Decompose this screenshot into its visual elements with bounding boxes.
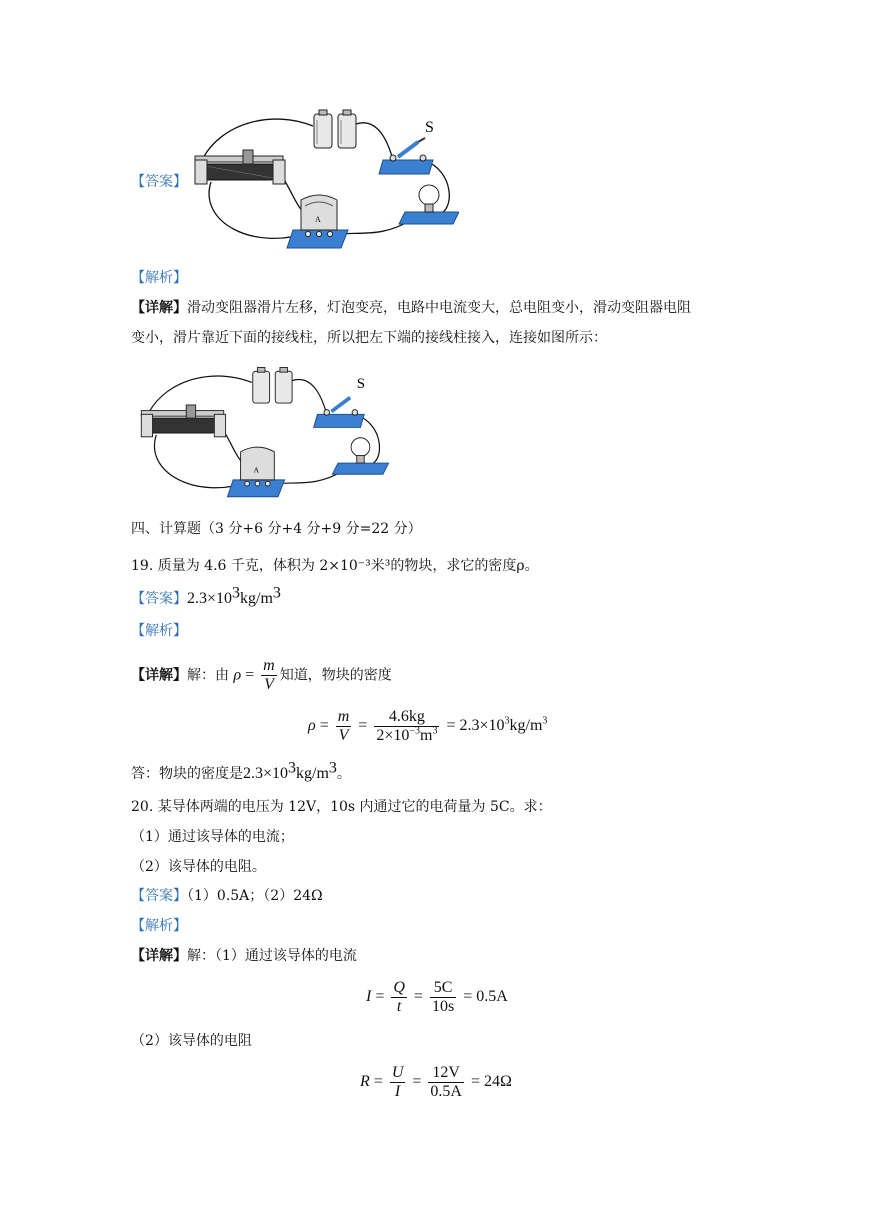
- ammeter-label: A: [315, 215, 321, 224]
- circuit-diagram-explanation: [131, 360, 397, 508]
- switch: [379, 119, 434, 174]
- sliding-rheostat: [141, 405, 225, 437]
- q20-part1: （1）通过该导体的电流；: [131, 829, 294, 845]
- battery-2: [338, 110, 356, 148]
- section-heading: 四、计算题（3 分+6 分+4 分+9 分=22 分）: [131, 521, 422, 537]
- q19-formula: ρ = $\frac{m}{V}$ = $\frac{4.6kg}{2\times 10^{-3}m^3}$ = $2.3\times 10^3kg/m^3$: [308, 707, 548, 744]
- q19-answer-value: 2.3×10: [187, 590, 233, 607]
- q19-answer-line: 【答案】$2.3\times 10^3kg/m^3$: [131, 584, 281, 607]
- circuit-figure-1: [193, 102, 459, 260]
- light-bulb: [332, 438, 388, 475]
- battery-1: [314, 110, 332, 148]
- q19-detail-line: 【详解】解：由 ρ = $\frac{m}{V}$ 知道，物块的密度: [131, 657, 392, 693]
- q20-part2-detail: （2）该导体的电阻: [131, 1033, 252, 1049]
- circuit-diagram-answer: [193, 102, 459, 260]
- q18-analysis-label: 【解析】: [131, 270, 187, 286]
- switch-label: S: [356, 376, 366, 393]
- battery-2: [275, 367, 292, 403]
- q18-detail-line1: [131, 298, 691, 318]
- q19-answer-label: 【答案】: [131, 591, 187, 607]
- battery-1: [253, 367, 270, 403]
- q20-question: 20. 某导体两端的电压为 12V，10s 内通过它的电荷量为 5C。求：: [131, 799, 552, 815]
- q20-detail-line: 【详解】解：（1）通过该导体的电流: [131, 948, 357, 964]
- q20-analysis-label: 【解析】: [131, 918, 187, 934]
- q18-detail-label: 【详解】: [131, 300, 187, 316]
- ammeter-label: A: [253, 465, 260, 475]
- q18-detail-text1: 滑动变阻器滑片左移，灯泡变亮，电路中电流变大，总电阻变小，滑动变阻器电阻: [187, 300, 691, 316]
- sliding-rheostat: [195, 150, 285, 184]
- q18-detail-line2: 变小，滑片靠近下面的接线柱，所以把左下端的接线柱接入，连接如图所示：: [131, 330, 607, 346]
- switch-label: S: [425, 119, 434, 136]
- q18-answer-label: 【答案】: [131, 174, 187, 190]
- q19-conclusion: 答：物块的密度是$2.3\times 10^3kg/m^3$。: [131, 759, 351, 782]
- density-fraction: $\frac{m}{V}$: [263, 657, 275, 693]
- light-bulb: [399, 185, 459, 224]
- q20-part2: （2）该导体的电阻。: [131, 859, 266, 875]
- q20-answer-line: 【答案】（1）0.5A；（2）24Ω: [131, 888, 323, 904]
- q20-current-formula: I = $\frac{Q}{t}$ = $\frac{5C}{10s}$ = 0.5A: [366, 978, 508, 1015]
- q19-question: 19. 质量为 4.6 千克，体积为 2×10⁻³米³的物块，求它的密度ρ。: [131, 558, 539, 574]
- q20-resistance-formula: R = $\frac{U}{I}$ = $\frac{12V}{0.5A}$ = 24Ω: [360, 1063, 512, 1100]
- circuit-figure-2: [131, 360, 397, 508]
- switch: [314, 376, 365, 427]
- q19-analysis-label: 【解析】: [131, 623, 187, 639]
